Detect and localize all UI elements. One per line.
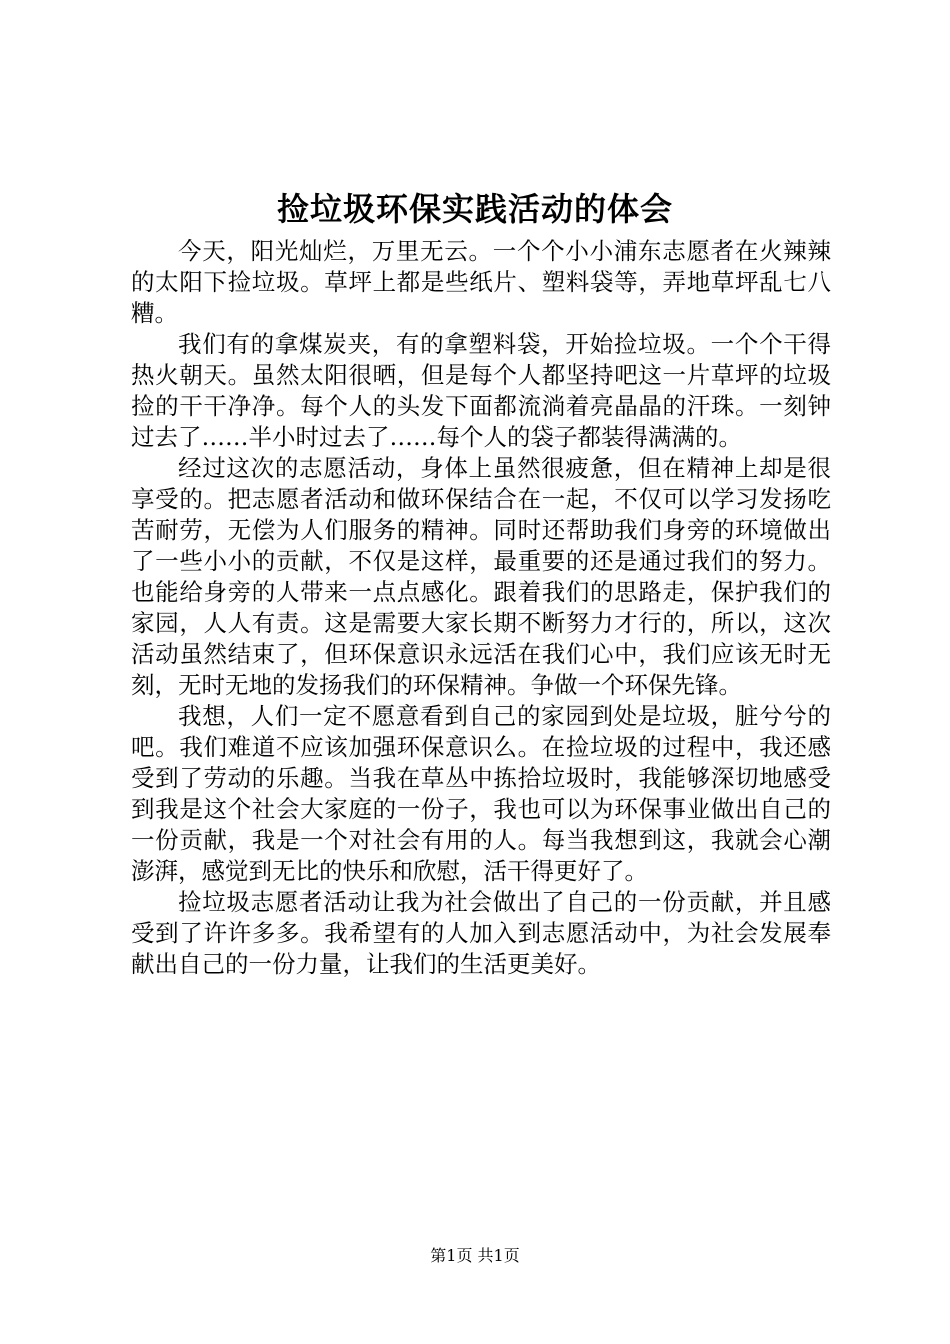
paragraph-1: 今天，阳光灿烂，万里无云。一个个小小浦东志愿者在火辣辣的太阳下捡垃圾。草坪上都是些纸片、塑料袋等，弄地草坪乱七八糟。 bbox=[131, 237, 831, 327]
page-footer: 第1页 共1页 bbox=[430, 1246, 520, 1265]
paragraph-3: 经过这次的志愿活动，身体上虽然很疲惫，但在精神上却是很享受的。把志愿者活动和做环保结合在一起，不仅可以学习发扬吃苦耐劳，无偿为人们服务的精神。同时还帮助我们身旁的环境做出了一些小小的贡献，不仅是这样，最重要的还是通过我们的努力。也能给身旁的人带来一点点感化。跟着我们的思路走，保护我们的家园，人人有责。这是需要大家长期不断努力才行的，所以，这次活动虽然结束了，但环保意识永远活在我们心中，我们应该无时无刻，无时无地的发扬我们的环保精神。争做一个环保先锋。 bbox=[131, 454, 831, 699]
paragraph-2: 我们有的拿煤炭夹，有的拿塑料袋，开始捡垃圾。一个个干得热火朝天。虽然太阳很晒，但是每个人都坚持吧这一片草坪的垃圾捡的干干净净。每个人的头发下面都流淌着亮晶晶的汗珠。一刻钟过去了……半小时过去了……每个人的袋子都装得满满的。 bbox=[131, 330, 831, 451]
document-body bbox=[131, 236, 831, 980]
document-title: 捡垃圾环保实践活动的体会 bbox=[276, 190, 673, 228]
paragraph-4: 我想，人们一定不愿意看到自己的家园到处是垃圾，脏兮兮的吧。我们难道不应该加强环保意识么。在捡垃圾的过程中，我还感受到了劳动的乐趣。当我在草丛中拣拾垃圾时，我能够深切地感受到我是这个社会大家庭的一份子，我也可以为环保事业做出自己的一份贡献，我是一个对社会有用的人。每当我想到这，我就会心潮澎湃，感觉到无比的快乐和欣慰，活干得更好了。 bbox=[131, 702, 831, 885]
paragraph-5: 捡垃圾志愿者活动让我为社会做出了自己的一份贡献，并且感受到了许许多多。我希望有的人加入到志愿活动中，为社会发展奉献出自己的一份力量，让我们的生活更美好。 bbox=[131, 888, 831, 978]
